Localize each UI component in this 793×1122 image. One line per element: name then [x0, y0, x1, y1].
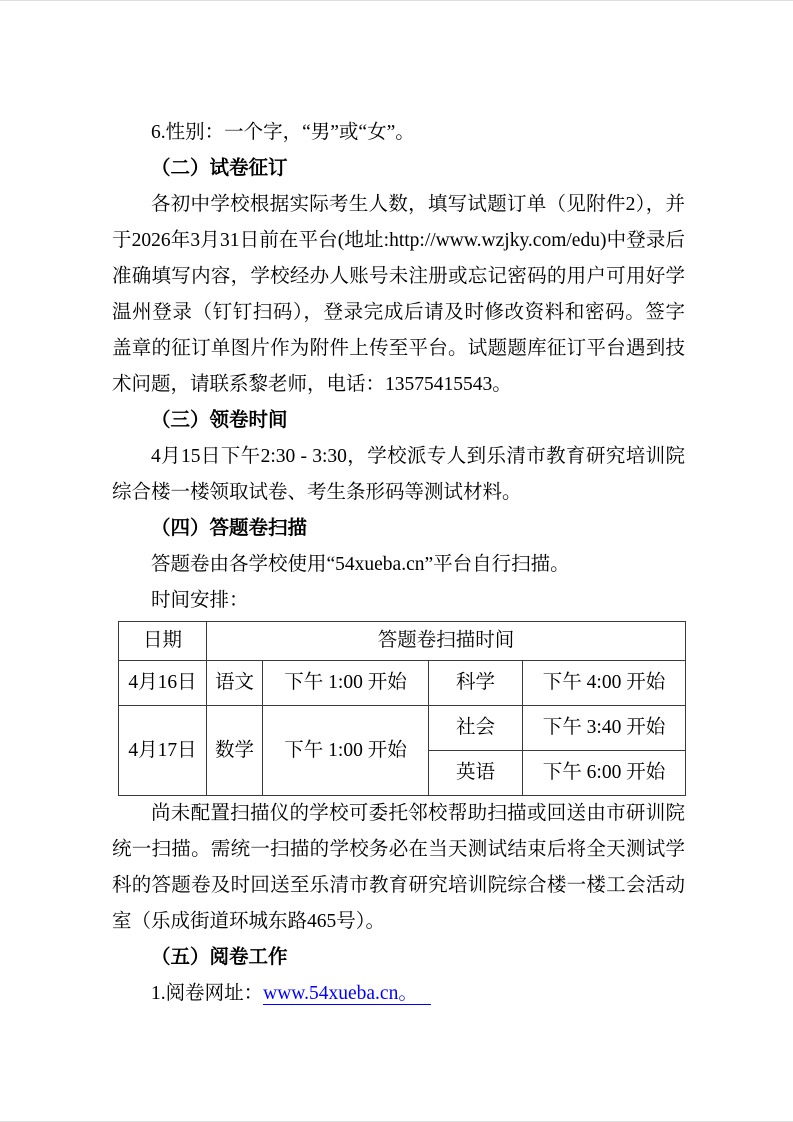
scan-schedule-table: [118, 621, 686, 796]
cell-date: 4月16日: [119, 661, 207, 706]
cell-time: 下午 3:40 开始: [523, 706, 686, 751]
table-row: [119, 661, 686, 706]
table-row: [119, 706, 686, 751]
grading-url-label: 1.阅卷网址：: [151, 983, 264, 1004]
cell-time: 下午 6:00 开始: [523, 751, 686, 796]
section-5-heading: （五）阅卷工作: [151, 947, 288, 968]
header-cell-date: 日期: [119, 622, 207, 661]
section-3-paragraph: 4月15日下午2:30 - 3:30，学校派专人到乐清市教育研究培训院综合楼一楼领取试卷、考生条形码等测试材料。: [112, 446, 685, 503]
section-2-heading: （二）试卷征订: [151, 158, 288, 179]
cell-subject: 数学: [207, 706, 263, 796]
cell-time: 下午 1:00 开始: [263, 706, 429, 796]
list-item-gender: 6.性别：一个字，“男”或“女”。: [151, 122, 415, 143]
cell-subject: 英语: [429, 751, 523, 796]
table-header-row: [119, 622, 686, 661]
grading-url-line: [112, 976, 685, 1012]
section-2-paragraph: 各初中学校根据实际考生人数，填写试题订单（见附件2），并于2026年3月31日前在平台(地址:http://www.wzjky.com/edu)中登录后准确填写内容，学校经办人账号未注册或忘记密码的用户可用好学温州登录（钉钉扫码），登录完成后请及时修改资料和密码。签字盖章的征订单图片作为附件上传至平台。试题题库征订平台遇到技术问题，请联系黎老师，电话：13575415543。: [112, 194, 685, 395]
cell-subject: 语文: [207, 661, 263, 706]
header-cell-scan-time: 答题卷扫描时间: [207, 622, 686, 661]
after-table-paragraph: 尚未配置扫描仪的学校可委托邻校帮助扫描或回送由市研训院统一扫描。需统一扫描的学校务必在当天测试结束后将全天测试学科的答题卷及时回送至乐清市教育研究培训院综合楼一楼工会活动室（乐成街道环城东路465号）。: [112, 803, 685, 932]
cell-time: 下午 4:00 开始: [523, 661, 686, 706]
cell-date: 4月17日: [119, 706, 207, 796]
cell-time: 下午 1:00 开始: [263, 661, 429, 706]
document-content: [0, 1, 793, 1012]
section-3-heading: （三）领卷时间: [151, 410, 288, 431]
section-4-paragraph: 答题卷由各学校使用“54xueba.cn”平台自行扫描。: [151, 554, 570, 575]
section-4-heading: （四）答题卷扫描: [151, 518, 308, 539]
cell-subject: 社会: [429, 706, 523, 751]
cell-subject: 科学: [429, 661, 523, 706]
grading-site-link[interactable]: www.54xueba.cn。: [263, 983, 431, 1005]
schedule-label: 时间安排：: [151, 590, 249, 611]
